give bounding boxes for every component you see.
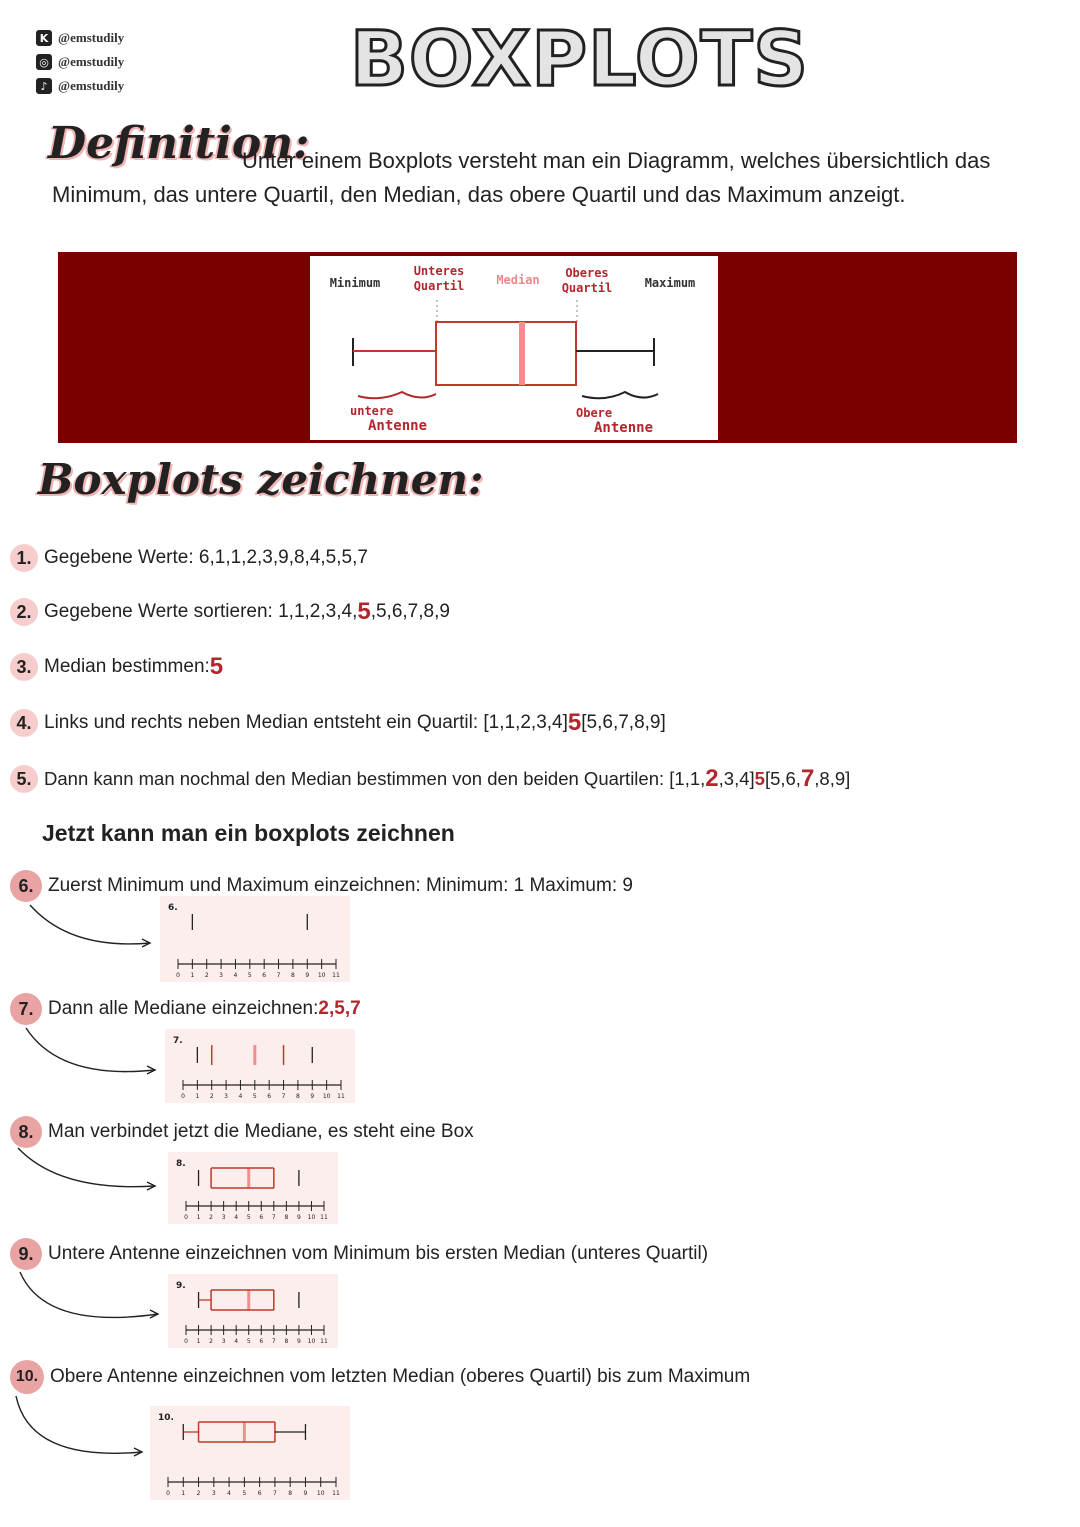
step-highlight-2: 5: [754, 768, 765, 789]
median-line: [519, 322, 525, 385]
step-number: 6.: [10, 870, 42, 902]
mini-plot-label: 10.: [158, 1413, 174, 1423]
axis-tick-label: 8: [284, 1338, 289, 1345]
step-highlight-3: 7: [800, 765, 815, 792]
social-handles: [36, 26, 124, 98]
axis-tick-label: 10: [316, 1490, 325, 1497]
step-number: 9.: [10, 1238, 42, 1270]
definition-rest: das Minimum, das untere Quartil, den Median, das obere Quartil und das Maximum anzeigt.: [52, 148, 991, 207]
label-quartil: Quartil: [413, 279, 465, 293]
step-number: 4.: [10, 709, 38, 737]
social-handle: @emstudily: [58, 30, 125, 45]
mini-plot-10: [150, 1406, 350, 1500]
mini-plot-svg: [168, 1152, 338, 1224]
definition-heading: Definition:: [48, 118, 310, 169]
step-10: [10, 1360, 750, 1394]
axis-tick-label: 4: [227, 1490, 232, 1497]
step-text: Gegebene Werte: 6,1,1,2,3,9,8,4,5,5,7: [44, 547, 368, 568]
step-highlight: 2,5,7: [318, 998, 361, 1019]
definition-line1: Unter einem Boxplots versteht man ein Diagramm, welches übersichtlich: [242, 148, 949, 173]
section-heading: Boxplots zeichnen:: [38, 455, 484, 504]
axis-tick-label: 8: [284, 1214, 289, 1221]
tiktok-icon: ♪: [36, 78, 52, 94]
axis-tick-label: 1: [196, 1338, 201, 1345]
step-5: [10, 765, 850, 793]
step-text-pre: Links und rechts neben Median entsteht ein Quartil: [1,1,2,3,4]: [44, 712, 568, 733]
axis-tick-label: 5: [246, 1338, 251, 1345]
arrow-icon: [30, 905, 150, 944]
axis-tick-label: 11: [332, 1490, 340, 1497]
axis-tick-label: 9: [296, 1214, 301, 1221]
label-oberes: Oberes: [565, 266, 609, 280]
brace-upper: [582, 392, 658, 398]
arrow-icon: [26, 1028, 155, 1072]
label-median: Median: [496, 273, 540, 287]
mini-plot-6: [160, 896, 350, 982]
axis-tick-label: 7: [271, 1214, 276, 1221]
label-antenne-2: Antenne: [594, 420, 654, 436]
step-2: [10, 598, 450, 626]
step-highlight: 5: [567, 709, 582, 736]
social-handle: @emstudily: [58, 78, 125, 93]
axis-tick-label: 3: [221, 1338, 226, 1345]
step-text-pre: Median bestimmen:: [44, 656, 210, 677]
axis-tick-label: 5: [247, 972, 252, 979]
axis-tick-label: 9: [310, 1093, 315, 1100]
step-highlight: 5: [209, 653, 224, 680]
axis-tick-label: 4: [238, 1093, 243, 1100]
step-number: 3.: [10, 653, 38, 681]
axis-tick-label: 1: [196, 1214, 201, 1221]
axis-tick-label: 3: [219, 972, 224, 979]
axis-tick-label: 1: [190, 972, 195, 979]
axis-tick-label: 7: [276, 972, 281, 979]
mini-plot-9: [168, 1274, 338, 1348]
axis-tick-label: 7: [281, 1093, 286, 1100]
arrowhead-icon: [134, 1448, 142, 1456]
axis-tick-label: 11: [332, 972, 340, 979]
axis-tick-label: 0: [166, 1490, 170, 1497]
step-7: [10, 993, 361, 1025]
axis-tick-label: 5: [242, 1490, 247, 1497]
step-number: 10.: [10, 1360, 44, 1394]
subheading: Jetzt kann man ein boxplots zeichnen: [42, 820, 455, 846]
axis-tick-label: 0: [176, 972, 180, 979]
mini-plot-7: [165, 1029, 355, 1103]
step-number: 7.: [10, 993, 42, 1025]
social-row-instagram: [36, 50, 124, 74]
axis-tick-label: 0: [184, 1214, 188, 1221]
axis-tick-label: 2: [204, 972, 209, 979]
step-highlight: 5: [357, 598, 371, 625]
mini-plot-svg: [165, 1029, 355, 1103]
axis-tick-label: 8: [295, 1093, 300, 1100]
brace-lower: [358, 392, 436, 398]
axis-tick-label: 6: [262, 972, 267, 979]
axis-tick-label: 11: [337, 1093, 345, 1100]
axis-tick-label: 9: [296, 1338, 301, 1345]
axis-tick-label: 6: [259, 1214, 264, 1221]
axis-tick-label: 10: [307, 1214, 316, 1221]
social-handle: @emstudily: [58, 54, 125, 69]
axis-tick-label: 9: [303, 1490, 308, 1497]
step-text-post: ,8,9]: [814, 768, 851, 789]
axis-tick-label: 2: [209, 1093, 214, 1100]
mini-plot-svg: [168, 1274, 338, 1348]
axis-tick-label: 0: [181, 1093, 185, 1100]
mini-plot-label: 9.: [176, 1281, 186, 1291]
step-text: Zuerst Minimum und Maximum einzeichnen: Minimum: 1 Maximum: 9: [48, 875, 633, 896]
label-obere-antenne: [576, 406, 686, 436]
axis-tick-label: 11: [320, 1338, 328, 1345]
arrow-icon: [20, 1272, 158, 1317]
arrowhead-icon: [142, 939, 150, 947]
label-untere: untere: [350, 404, 394, 418]
axis-tick-label: 2: [196, 1490, 201, 1497]
label-maximum: Maximum: [644, 276, 696, 290]
axis-tick-label: 3: [224, 1093, 229, 1100]
step-text: Obere Antenne einzeichnen vom letzten Median (oberes Quartil) bis zum Maximum: [50, 1366, 751, 1387]
step-text-mid2: [5,6,: [764, 768, 801, 789]
axis-tick-label: 6: [259, 1338, 264, 1345]
boxplot-diagram: [310, 256, 718, 440]
social-row-knowunity: [36, 26, 124, 50]
instagram-icon: ◎: [36, 54, 52, 70]
axis-tick-label: 10: [307, 1338, 316, 1345]
arrow-icon: [16, 1396, 142, 1453]
axis-tick-label: 8: [290, 972, 295, 979]
arrowhead-icon: [147, 1066, 155, 1074]
axis-tick-label: 2: [209, 1338, 214, 1345]
step-4: [10, 709, 666, 737]
axis-tick-label: 1: [195, 1093, 200, 1100]
axis-tick-label: 8: [288, 1490, 293, 1497]
step-8: [10, 1116, 474, 1148]
knowunity-icon: K: [36, 30, 52, 46]
mini-plot-label: 6.: [168, 903, 178, 913]
step-text: Untere Antenne einzeichnen vom Minimum bis ersten Median (unteres Quartil): [48, 1243, 709, 1264]
axis-tick-label: 0: [184, 1338, 188, 1345]
page-title: BOXPLOTS: [350, 14, 810, 103]
step-text-post: [5,6,7,8,9]: [581, 712, 666, 733]
label-obere: Obere: [576, 406, 613, 420]
axis-tick-label: 6: [257, 1490, 262, 1497]
axis-tick-label: 3: [221, 1214, 226, 1221]
step-number: 2.: [10, 598, 38, 626]
label-minimum: Minimum: [329, 276, 381, 290]
axis-tick-label: 10: [317, 972, 326, 979]
step-text: Man verbindet jetzt die Mediane, es steht eine Box: [48, 1121, 474, 1142]
definition-text: [52, 144, 1027, 212]
step-text-pre: Gegebene Werte sortieren: 1,1,2,3,4,: [44, 601, 358, 622]
axis-tick-label: 7: [272, 1490, 277, 1497]
axis-tick-label: 3: [211, 1490, 216, 1497]
arrowhead-icon: [147, 1182, 155, 1190]
mini-plot-svg: [160, 896, 350, 982]
axis-tick-label: 4: [234, 1338, 239, 1345]
label-quartil-2: Quartil: [561, 281, 613, 295]
arrowhead-icon: [150, 1310, 158, 1318]
label-untere-antenne: [350, 404, 450, 434]
axis-tick-label: 7: [271, 1338, 276, 1345]
label-antenne: Antenne: [368, 418, 428, 434]
axis-tick-label: 5: [252, 1093, 257, 1100]
mini-plot-8: [168, 1152, 338, 1224]
arrow-icon: [18, 1148, 155, 1187]
axis-tick-label: 4: [234, 1214, 239, 1221]
mini-plot-label: 7.: [173, 1036, 183, 1046]
step-number: 8.: [10, 1116, 42, 1148]
label-unteres: Unteres: [413, 264, 465, 278]
axis-tick-label: 4: [233, 972, 238, 979]
social-row-tiktok: [36, 74, 124, 98]
step-text-mid: ,3,4]: [718, 768, 755, 789]
axis-tick-label: 9: [305, 972, 310, 979]
axis-tick-label: 10: [322, 1093, 331, 1100]
step-9: [10, 1238, 708, 1270]
mini-plot-svg: [150, 1406, 350, 1500]
axis-tick-label: 6: [267, 1093, 272, 1100]
axis-tick-label: 1: [181, 1490, 186, 1497]
mini-plot-label: 8.: [176, 1159, 186, 1169]
step-3: [10, 653, 223, 681]
box: [436, 322, 576, 385]
step-number: 5.: [10, 765, 38, 793]
step-text-pre: Dann alle Mediane einzeichnen:: [48, 998, 319, 1019]
step-highlight-1: 2: [705, 765, 719, 792]
axis-tick-label: 2: [209, 1214, 214, 1221]
step-number: 1.: [10, 544, 38, 572]
axis-tick-label: 5: [246, 1214, 251, 1221]
step-text-pre: Dann kann man nochmal den Median bestimmen von den beiden Quartilen: [1,1,: [44, 768, 706, 789]
step-text-post: ,5,6,7,8,9: [370, 601, 450, 622]
axis-tick-label: 11: [320, 1214, 328, 1221]
step-1: [10, 544, 368, 572]
